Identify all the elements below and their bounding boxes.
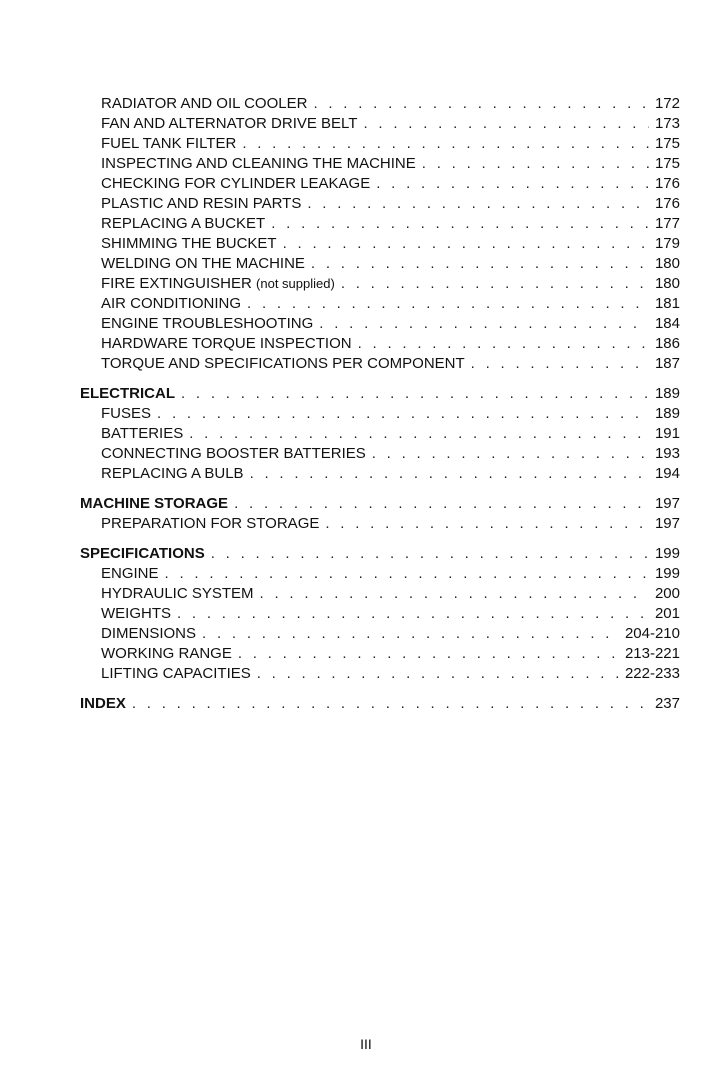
toc-entry-title xyxy=(101,194,301,214)
dot-leader xyxy=(250,464,649,484)
toc-page-number: 199 xyxy=(654,565,680,582)
toc-entry-title xyxy=(101,584,254,604)
dot-leader xyxy=(319,314,649,334)
toc-entry-lifting-capacities[interactable] xyxy=(80,664,680,684)
toc-entry-title-text: ENGINE xyxy=(101,565,159,582)
toc-entry-hydraulic-system[interactable] xyxy=(80,584,680,604)
toc-entry-title xyxy=(101,564,159,584)
dot-leader xyxy=(325,514,649,534)
toc-entry-title xyxy=(101,174,370,194)
toc-entry-title-text: HYDRAULIC SYSTEM xyxy=(101,585,254,602)
toc-entry-title xyxy=(101,274,335,294)
toc-page-number: 184 xyxy=(654,315,680,332)
toc-entry-title xyxy=(101,424,183,444)
toc-page-number: 194 xyxy=(654,465,680,482)
toc-page-number: 173 xyxy=(654,115,680,132)
toc-page-number: 172 xyxy=(654,95,680,112)
table-of-contents xyxy=(80,94,680,714)
dot-leader xyxy=(376,174,649,194)
toc-entry-replacing-a-bucket[interactable] xyxy=(80,214,680,234)
toc-group xyxy=(80,94,680,374)
toc-entry-title xyxy=(101,624,196,644)
toc-entry-title-text: WORKING RANGE xyxy=(101,645,232,662)
toc-page-number: 200 xyxy=(654,585,680,602)
toc-entry-title xyxy=(101,664,251,684)
toc-entry-batteries[interactable] xyxy=(80,424,680,444)
toc-entry-title xyxy=(80,384,175,404)
toc-entry-title-text: PREPARATION FOR STORAGE xyxy=(101,515,320,532)
toc-page-number: 176 xyxy=(654,175,680,192)
toc-entry-title xyxy=(101,114,357,134)
toc-page-number: 189 xyxy=(654,385,680,402)
toc-entry-title xyxy=(101,134,236,154)
dot-leader xyxy=(189,424,649,444)
dot-leader xyxy=(202,624,619,644)
toc-entry-radiator-and-oil-cooler[interactable] xyxy=(80,94,680,114)
toc-page-number: 222-233 xyxy=(624,665,680,682)
toc-page-number: 204-210 xyxy=(624,625,680,642)
toc-entry-title-text: REPLACING A BUCKET xyxy=(101,215,266,232)
dot-leader xyxy=(181,384,649,404)
toc-entry-title-text: REPLACING A BULB xyxy=(101,465,244,482)
toc-entry-title xyxy=(101,334,352,354)
toc-page-number: 175 xyxy=(654,135,680,152)
dot-leader xyxy=(132,694,649,714)
toc-entry-hardware-torque-inspection[interactable] xyxy=(80,334,680,354)
toc-entry-title-text: WEIGHTS xyxy=(101,605,171,622)
toc-entry-title-text: ELECTRICAL xyxy=(80,385,175,402)
toc-group xyxy=(80,544,680,684)
toc-section-specifications[interactable] xyxy=(80,544,680,564)
toc-entry-title-text: PLASTIC AND RESIN PARTS xyxy=(101,195,302,212)
toc-entry-title xyxy=(101,154,416,174)
toc-entry-weights[interactable] xyxy=(80,604,680,624)
dot-leader xyxy=(260,584,649,604)
toc-page-number: 180 xyxy=(654,275,680,292)
toc-entry-title xyxy=(80,544,205,564)
toc-page-number: 186 xyxy=(654,335,680,352)
toc-entry-engine-troubleshooting[interactable] xyxy=(80,314,680,334)
toc-page-number: 177 xyxy=(654,215,680,232)
toc-entry-title-text: FAN AND ALTERNATOR DRIVE BELT xyxy=(101,115,358,132)
toc-entry-fuses[interactable] xyxy=(80,404,680,424)
dot-leader xyxy=(247,294,649,314)
toc-entry-title xyxy=(80,494,228,514)
toc-group xyxy=(80,694,680,714)
toc-entry-title xyxy=(101,464,244,484)
toc-page-number: 199 xyxy=(654,545,680,562)
dot-leader xyxy=(165,564,649,584)
toc-entry-title-text: INDEX xyxy=(80,695,126,712)
toc-entry-fan-and-alternator-drive-belt[interactable] xyxy=(80,114,680,134)
toc-entry-connecting-booster-batteries[interactable] xyxy=(80,444,680,464)
toc-entry-title xyxy=(101,234,277,254)
dot-leader xyxy=(157,404,649,424)
toc-entry-title-text: MACHINE STORAGE xyxy=(80,495,229,512)
toc-entry-title-text: FUSES xyxy=(101,405,152,422)
toc-entry-title-text: INSPECTING AND CLEANING THE MACHINE xyxy=(101,155,416,172)
toc-entry-engine[interactable] xyxy=(80,564,680,584)
toc-entry-checking-for-cylinder-leakage[interactable] xyxy=(80,174,680,194)
toc-entry-title xyxy=(101,294,241,314)
toc-page-number: 197 xyxy=(654,495,680,512)
toc-entry-title-text: CHECKING FOR CYLINDER LEAKAGE xyxy=(101,175,371,192)
toc-page-number: 187 xyxy=(654,355,680,372)
toc-entry-title-text: BATTERIES xyxy=(101,425,184,442)
toc-page-number: 191 xyxy=(654,425,680,442)
dot-leader xyxy=(471,354,649,374)
toc-page-number: 197 xyxy=(654,515,680,532)
toc-entry-title xyxy=(101,214,265,234)
toc-entry-title xyxy=(101,254,305,274)
toc-entry-shimming-the-bucket[interactable] xyxy=(80,234,680,254)
dot-leader xyxy=(257,664,619,684)
toc-entry-title-text: WELDING ON THE MACHINE xyxy=(101,255,305,272)
toc-entry-title-text: ENGINE TROUBLESHOOTING xyxy=(101,315,314,332)
toc-entry-plastic-and-resin-parts[interactable] xyxy=(80,194,680,214)
toc-page-number: 176 xyxy=(654,195,680,212)
dot-leader xyxy=(372,444,649,464)
toc-group xyxy=(80,384,680,484)
toc-entry-title-text: FIRE EXTINGUISHER xyxy=(101,275,252,292)
toc-entry-dimensions[interactable] xyxy=(80,624,680,644)
toc-entry-title-text: TORQUE AND SPECIFICATIONS PER COMPONENT xyxy=(101,355,465,372)
dot-leader xyxy=(238,644,619,664)
toc-entry-title-text: AIR CONDITIONING xyxy=(101,295,242,312)
toc-entry-fuel-tank-filter[interactable] xyxy=(80,134,680,154)
toc-section-machine-storage[interactable] xyxy=(80,494,680,514)
toc-entry-title xyxy=(101,644,232,664)
toc-page-number: 193 xyxy=(654,445,680,462)
toc-page-number: 175 xyxy=(654,155,680,172)
toc-group xyxy=(80,494,680,534)
dot-leader xyxy=(311,254,649,274)
dot-leader xyxy=(422,154,649,174)
toc-entry-preparation-for-storage[interactable] xyxy=(80,514,680,534)
toc-page-number: 181 xyxy=(654,295,680,312)
toc-page-number: 180 xyxy=(654,255,680,272)
toc-entry-title-text: HARDWARE TORQUE INSPECTION xyxy=(101,335,352,352)
page-number: III xyxy=(360,1036,372,1052)
dot-leader xyxy=(358,334,649,354)
toc-entry-title-text: FUEL TANK FILTER xyxy=(101,135,237,152)
toc-entry-title xyxy=(101,314,313,334)
toc-page-number: 213-221 xyxy=(624,645,680,662)
toc-entry-torque-and-specifications-per-component[interactable] xyxy=(80,354,680,374)
toc-entry-title xyxy=(101,604,171,624)
toc-entry-title xyxy=(101,404,151,424)
dot-leader xyxy=(313,94,649,114)
dot-leader xyxy=(271,214,649,234)
dot-leader xyxy=(283,234,649,254)
toc-page-number: 201 xyxy=(654,605,680,622)
toc-entry-air-conditioning[interactable] xyxy=(80,294,680,314)
dot-leader xyxy=(177,604,649,624)
dot-leader xyxy=(242,134,649,154)
toc-entry-replacing-a-bulb[interactable] xyxy=(80,464,680,484)
toc-entry-title-text: SHIMMING THE BUCKET xyxy=(101,235,277,252)
toc-entry-title-text: LIFTING CAPACITIES xyxy=(101,665,251,682)
dot-leader xyxy=(307,194,649,214)
toc-entry-title xyxy=(101,444,366,464)
toc-entry-title-note: (not supplied) xyxy=(256,276,335,291)
toc-entry-title-text: CONNECTING BOOSTER BATTERIES xyxy=(101,445,366,462)
dot-leader xyxy=(363,114,649,134)
toc-page-number: 189 xyxy=(654,405,680,422)
dot-leader xyxy=(234,494,649,514)
toc-entry-working-range[interactable] xyxy=(80,644,680,664)
toc-entry-title-text: SPECIFICATIONS xyxy=(80,545,205,562)
toc-section-electrical[interactable] xyxy=(80,384,680,404)
toc-entry-title xyxy=(80,694,126,714)
dot-leader xyxy=(211,544,649,564)
toc-entry-title xyxy=(101,94,307,114)
toc-page-number: 179 xyxy=(654,235,680,252)
toc-entry-title xyxy=(101,514,319,534)
toc-entry-title-text: RADIATOR AND OIL COOLER xyxy=(101,95,308,112)
dot-leader xyxy=(341,274,649,294)
toc-page-number: 237 xyxy=(654,695,680,712)
toc-entry-welding-on-the-machine[interactable] xyxy=(80,254,680,274)
toc-section-index[interactable] xyxy=(80,694,680,714)
toc-entry-inspecting-and-cleaning-the-machine[interactable] xyxy=(80,154,680,174)
toc-entry-title-text: DIMENSIONS xyxy=(101,625,197,642)
toc-entry-fire-extinguisher[interactable] xyxy=(80,274,680,294)
toc-entry-title xyxy=(101,354,465,374)
